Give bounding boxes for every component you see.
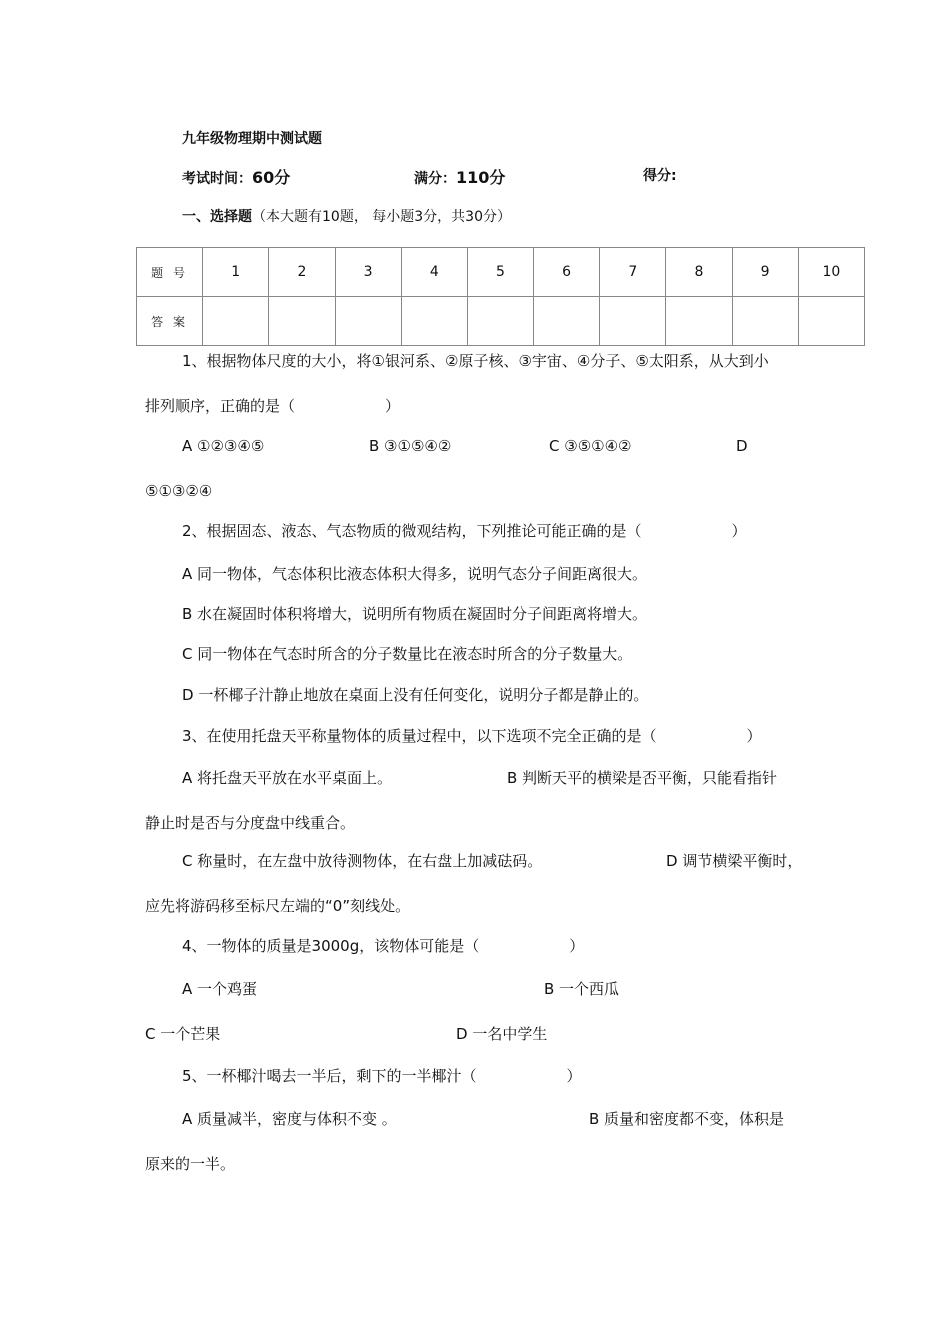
score-label: 得分: [643,168,677,184]
q1-option-d-cont: ⑤①③②④ [145,482,213,500]
section-title: 一、选择题 [182,209,252,225]
q5-option-a: A 质量减半，密度与体积不变 。 [182,1110,397,1128]
q5-option-b-cont: 原来的一半。 [145,1155,236,1173]
q4-option-d: D 一名中学生 [456,1025,548,1043]
answer-cell[interactable] [467,297,533,346]
q5-stem: 5、一杯椰汁喝去一半后，剩下的一半椰汁（ ） [182,1067,582,1085]
q3-option-a: A 将托盘天平放在水平桌面上。 [182,769,393,787]
q1-stem-line2: 排列顺序，正确的是（ ） [145,397,401,415]
answer-cell[interactable] [666,297,732,346]
q1-option-a: A ①②③④⑤ [182,437,265,455]
full-score [414,165,505,188]
answer-cell[interactable] [203,297,269,346]
answer-cell[interactable] [600,297,666,346]
question-number-cell: 1 [203,248,269,297]
q1-stem-line1: 1、根据物体尺度的大小，将①银河系、②原子核、③宇宙、④分子、⑤太阳系，从大到小 [182,352,769,370]
q2-option-c: C 同一物体在气态时所含的分子数量比在液态时所含的分子数量大。 [182,645,633,663]
q2-option-d: D 一杯椰子汁静止地放在桌面上没有任何变化，说明分子都是静止的。 [182,686,649,704]
q4-stem: 4、一物体的质量是3000g，该物体可能是（ ） [182,937,585,955]
q3-option-d: D 调节横梁平衡时， [666,852,803,870]
answer-cell[interactable] [534,297,600,346]
q1-option-b: B ③①⑤④② [369,437,452,455]
section-note: （本大题有10题， 每小题3分，共30分） [252,209,511,225]
answer-table [136,247,865,346]
q3-option-d-cont: 应先将游码移至标尺左端的“0”刻线处。 [145,897,411,915]
table-row-answers [137,297,865,346]
question-number-cell: 2 [269,248,335,297]
full-score-value: 110分 [456,168,506,187]
question-number-cell: 5 [467,248,533,297]
q2-option-a: A 同一物体，气态体积比液态体积大得多，说明气态分子间距离很大。 [182,565,648,583]
row-label-number: 题 号 [137,248,203,297]
q1-option-c: C ③⑤①④② [549,437,632,455]
q3-option-c: C 称量时，在左盘中放待测物体，在右盘上加减砝码。 [182,852,543,870]
full-score-label: 满分： [414,171,456,187]
question-number-cell: 8 [666,248,732,297]
q3-stem: 3、在使用托盘天平称量物体的质量过程中，以下选项不完全正确的是（ ） [182,727,762,745]
section-heading [182,206,511,226]
exam-time-label: 考试时间： [182,171,252,187]
exam-time-value: 60分 [252,168,291,187]
answer-cell[interactable] [401,297,467,346]
exam-time [182,165,290,188]
question-number-cell: 9 [732,248,798,297]
q2-stem: 2、根据固态、液态、气态物质的微观结构，下列推论可能正确的是（ ） [182,522,747,540]
question-number-cell: 4 [401,248,467,297]
q3-option-b: B 判断天平的横梁是否平衡，只能看指针 [507,769,778,787]
answer-cell[interactable] [798,297,864,346]
q3-option-b-cont: 静止时是否与分度盘中线重合。 [145,814,356,832]
q4-option-c: C 一个芒果 [145,1025,221,1043]
q1-option-d: D [736,437,748,455]
answer-cell[interactable] [335,297,401,346]
question-number-cell: 10 [798,248,864,297]
table-row-numbers [137,248,865,297]
question-number-cell: 7 [600,248,666,297]
q4-option-a: A 一个鸡蛋 [182,980,258,998]
question-number-cell: 3 [335,248,401,297]
q2-option-b: B 水在凝固时体积将增大，说明所有物质在凝固时分子间距离将增大。 [182,605,648,623]
q5-option-b: B 质量和密度都不变，体积是 [589,1110,785,1128]
page-title: 九年级物理期中测试题 [182,131,322,147]
q4-option-b: B 一个西瓜 [544,980,620,998]
answer-cell[interactable] [732,297,798,346]
row-label-answer: 答 案 [137,297,203,346]
question-number-cell: 6 [534,248,600,297]
answer-cell[interactable] [269,297,335,346]
